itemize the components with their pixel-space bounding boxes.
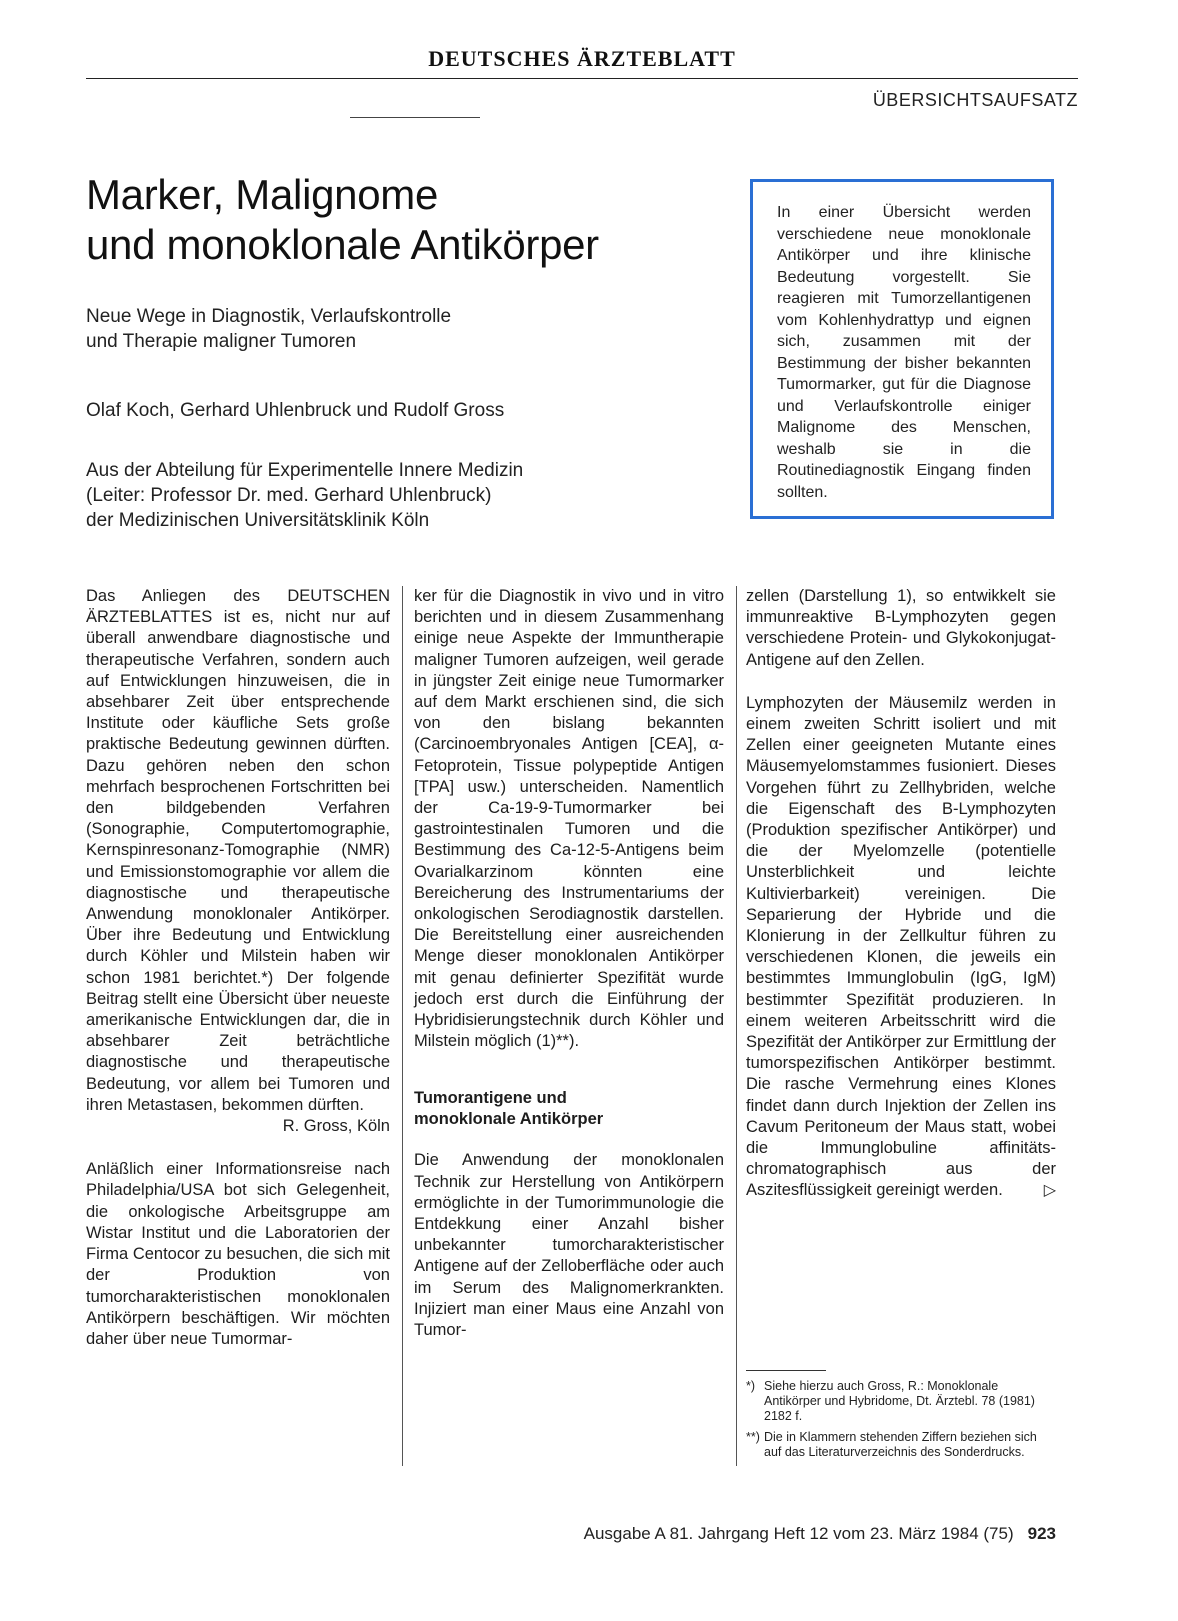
heading-line: monoklonale Antikörper — [414, 1110, 604, 1129]
title-line: und monoklonale Antikörper — [86, 221, 599, 268]
page-number: 923 — [1027, 1524, 1056, 1543]
footnote — [746, 1379, 1056, 1424]
article-title — [86, 170, 726, 270]
divider — [350, 117, 480, 118]
paragraph — [746, 693, 1056, 1202]
signature: R. Gross, Köln — [282, 1117, 390, 1136]
column-3 — [746, 586, 1056, 1202]
column-divider — [402, 586, 403, 1466]
section-label: ÜBERSICHTSAUFSATZ — [872, 90, 1078, 110]
paragraph: Anläßlich einer Informationsreise nach Philadelphia/USA bot sich Gelegenheit, die onkologische Arbeitsgruppe am Wistar Institut und die Laboratorien der Firma Centocor zu besuchen, die sich mit der Produktion von tumorcharakteristischen monoklonalen Antikörpern beschäftigen. Wir möchten daher über neue Tumormar- — [86, 1160, 390, 1348]
affiliation — [86, 458, 726, 533]
page-footer — [500, 1524, 1056, 1544]
continue-arrow-icon: ▷ — [1043, 1182, 1056, 1200]
footnote — [746, 1430, 1056, 1460]
footnote-rule — [746, 1370, 826, 1371]
affiliation-line: Aus der Abteilung für Experimentelle Innere Medizin — [86, 460, 524, 481]
footnotes — [746, 1370, 1056, 1466]
paragraph-text: Lymphozyten der Mäusemilz werden in einem zweiten Schritt isoliert und mit Zellen einer geeigneten Mutante eines Mäusemyelomstammes fusioniert. Dieses Vorgehen führt zu Zellhybriden, welche die Eigenschaft des B-Lymphozyten (Produktion spezifischer Antikörper) und die der Myelomzelle (potentielle Unsterblichkeit und leichte Kultivierbarkeit) vereinigen. Die Separierung der Hybride und die Klonierung in der Zellkultur führen zu verschiedenen Klonen, die jeweils ein bestimmtes Immunglobulin (IgG, IgM) bestimmter Spezifität produzieren. In einem weiteren Arbeitsschritt wird die Spezifität der Antikörper zur Ermittlung der tumorspezifischen Antikörper bestimmt. Die rasche Vermehrung eines Klones findet dann durch Injektion der Zellen ins Cavum Peritoneum der Maus statt, wobei die Immunglobuline affinitäts-chromatographisch aus der Aszitesflüssigkeit gereinigt werden. — [746, 693, 1056, 1200]
masthead — [86, 44, 1078, 79]
footnote-mark: **) — [746, 1430, 760, 1444]
paragraph: Das Anliegen des DEUTSCHEN ÄRZTEBLATTES ist es, nicht nur auf überall anwendbare diagnostische und therapeutische Verfahren, sondern auch auf Entwicklungen hinzuweisen, die in absehbarer Zeit über entsprechende Institute oder käufliche Sets große praktische Bedeutung gewinnen dürften. Dazu gehören neben den schon mehrfach besprochenen Fortschritten bei den bildgebenden Verfahren (Sonographie, Computertomographie, Kernspinresonanz-Tomographie (NMR) und Emissionstomographie vor allem die diagnostische und therapeutische Anwendung monoklonaler Antikörper. Über ihre Bedeutung und Entwicklung durch Köhler und Milstein haben wir schon 1981 berichtet.*) Der folgende Beitrag stellt eine Übersicht über neueste amerikanische Entwicklungen dar, die in absehbarer Zeit beträchtliche diagnostische und therapeutische Bedeutung, vor allem bei Tumoren und ihren Metastasen, bekommen dürften. — [86, 587, 390, 1114]
heading-line: Tumorantigene und — [414, 1089, 567, 1108]
column-divider — [736, 586, 737, 1466]
paragraph: Die Anwendung der monoklonalen Technik zur Herstellung von Antikörpern ermöglichte in der Tumorimmunologie die Entdekkung einer Anzahl bisher unbekannter tumorcharakteristischer Antigene auf der Zelloberfläche oder auch im Serum des Malignomerkrankten. Injiziert man einer Maus eine Anzahl von Tumor- — [414, 1151, 724, 1340]
footnote-mark: *) — [746, 1379, 756, 1393]
subtitle-line: Neue Wege in Diagnostik, Verlaufskontrolle — [86, 306, 452, 327]
journal-title: DEUTSCHES ÄRZTEBLATT — [428, 46, 736, 71]
column-2 — [414, 586, 724, 1341]
issue-info: Ausgabe A 81. Jahrgang Heft 12 vom 23. März 1984 (75) — [583, 1524, 1014, 1543]
abstract-text: In einer Übersicht werden verschiedene neue monoklonale Antikörper und ihre klinische Bedeutung vorgestellt. Sie reagieren mit Tumorzellantigenen vom Kohlenhydrattyp und eignen sich, zusammen mit der Bestimmung der bisher bekannten Tumormarker, gut für die Diagnose und Verlaufskontrolle einiger Malignome des Menschen, weshalb sie in die Routinediagnostik Eingang finden sollten. — [777, 204, 1031, 501]
affiliation-line: der Medizinischen Universitätsklinik Köln — [86, 510, 430, 531]
affiliation-line: (Leiter: Professor Dr. med. Gerhard Uhlenbruck) — [86, 485, 492, 506]
authors: Olaf Koch, Gerhard Uhlenbruck und Rudolf Gross — [86, 400, 505, 421]
article-subtitle — [86, 304, 706, 354]
footnote-text: Siehe hierzu auch Gross, R.: Monoklonale Antikörper und Hybridome, Dt. Ärztebl. 78 (1981) 2182 f. — [764, 1379, 1035, 1423]
column-1 — [86, 586, 390, 1350]
paragraph: zellen (Darstellung 1), so entwikkelt sie immunreaktive B-Lymphozyten gegen verschiedene Protein- und Glykokonjugat-Antigene auf den Zellen. — [746, 587, 1056, 669]
paragraph: ker für die Diagnostik in vivo und in vitro berichten und in diesem Zusammenhang einige neue Aspekte der Immuntherapie maligner Tumoren aufzeigen, weil gerade in jüngster Zeit einige neue Tumormarker auf dem Markt erschienen sind, die sich von den bislang bekannten (Carcinoembryonales Antigen [CEA], α-Fetoprotein, Tissue polypeptide Antigen [TPA] usw.) unterscheiden. Namentlich der Ca-19-9-Tumormarker bei gastrointestinalen Tumoren und die Bestimmung des Ca-12-5-Antigens beim Ovarialkarzinom könnten eine Bereicherung des Instrumentariums der onkologischen Serodiagnostik darstellen. Die Bereitstellung einer ausreichenden Menge dieser monoklonalen Antikörper mit genau definierter Spezifität wurde jedoch erst durch die Einführung der Hybridisierungstechnik durch Köhler und Milstein möglich (1)**). — [414, 587, 724, 1051]
abstract-box — [750, 179, 1054, 519]
title-line: Marker, Malignome — [86, 171, 439, 218]
section-heading — [414, 1088, 724, 1130]
footnote-text: Die in Klammern stehenden Ziffern beziehen sich auf das Literaturverzeichnis des Sonderdrucks. — [764, 1430, 1037, 1459]
subtitle-line: und Therapie maligner Tumoren — [86, 331, 357, 352]
